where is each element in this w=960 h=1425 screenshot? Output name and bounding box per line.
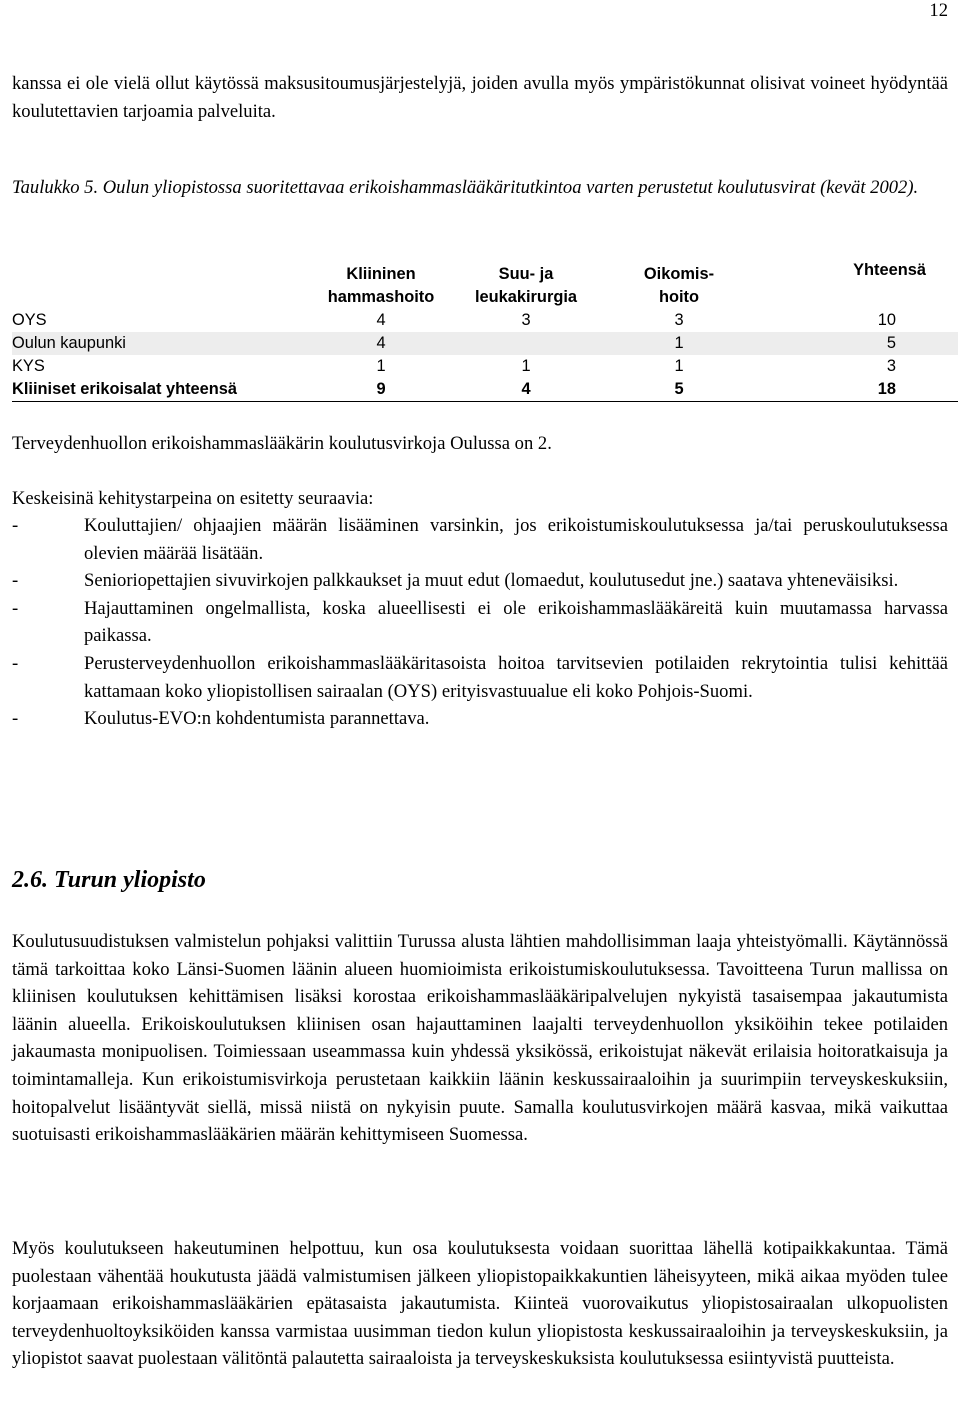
cell-suu-ja-leuka: 1 (521, 357, 531, 375)
cell-kliininen: 4 (376, 311, 386, 329)
cell-yhteensa: 10 (877, 311, 896, 329)
cell-kliininen: 4 (312, 332, 450, 355)
needs-intro: Keskeisinä kehitystarpeina on esitetty seuraavia: (12, 488, 374, 509)
list-dash: - (12, 652, 19, 674)
cell-oikomis: 3 (674, 311, 684, 329)
table-caption-text: Oulun yliopistossa suoritettavaa erikoishammaslääkäritutkintoa varten perustetut koulutusvirat (kevät 2002). (98, 177, 919, 198)
cell-oikomis: 5 (602, 378, 756, 402)
cell-suu-ja-leuka: 3 (521, 311, 531, 329)
row-label: Oulun kaupunki (12, 332, 312, 355)
table-corner-cell (12, 259, 312, 309)
table-header-row (12, 259, 958, 309)
section-heading: 2.6. Turun yliopisto (12, 867, 206, 893)
table-row-total (12, 378, 958, 402)
cell-suu-ja-leuka (450, 332, 602, 355)
list-dash: - (12, 570, 19, 592)
table-caption (12, 174, 948, 202)
cell-yhteensa: 3 (886, 357, 896, 375)
body-paragraph-1: Koulutusuudistuksen valmistelun pohjaksi valittiin Turussa alusta lähtien mahdollisimman laaja yhteistyömalli. Käytännössä tämä tarkoittaa koko Länsi-Suomen läänin alueen huomioimista erikoistumiskoulutuksessa. Tavoitteena Turun mallissa on kliinisen koulutuksen kehittämisen lisäksi korostaa erikoishammaslääkäripalvelujen nykyistä tasaisempaa jakautumista läänin alueella. Erikoiskoulutuksen kliinisen osan hajauttaminen laajalti terveydenhuollon yksiköihin tekee potilaiden jakaumasta monipuolisen. Toimiessaan useammassa kuin yhdessä yksikössä, erikoistujat näkevät erilaisia hoitoratkaisuja ja toimintamalleja. Kun erikoistumisvirkoja perustetaan kaikkiin läänin keskussairaaloihin ja suurimpiin terveyskeskuksiin, hoitopalvelut lisääntyvät siellä, missä niistä on nykyisin puute. Samalla koulutusvirkojen määrä kasvaa, mikä vaikuttaa suotuisasti erikoishammaslääkärien määrän kehittymiseen Suomessa. (12, 931, 948, 1146)
header-oikomishoito: Oikomis- hoito (643, 265, 715, 306)
cell-oikomis: 1 (674, 357, 684, 375)
table-row-oulun-kaupunki (12, 332, 958, 355)
row-label: OYS (12, 311, 47, 329)
list-item: - Koulutus-EVO:n kohdentumista parannettava. (12, 705, 948, 733)
body-paragraph-2: Myös koulutukseen hakeutuminen helpottuu, kun osa koulutuksesta voidaan suorittaa lähellä kotipaikkakuntaa. Tämä puolestaan vähentää houkutusta jäädä valmistumisen jälkeen yliopistopaikkakuntien läheisyyteen, mikä aikaa myöden tulee korjaamaan erikoishammaslääkärien epätasaista jakautumista. Kiinteä vuorovaikutus yliopistosairaalan ulkopuolisten terveydenhuoltoyksiköiden kanssa varmistaa uusimman tiedon kulun yliopistosta keskussairaaloihin ja terveyskeskuksiin, ja yliopistot saavat puolestaan välitöntä palautetta sairaaloista ja terveyskeskuksista koulutuksessa esiintyvistä puutteista. (12, 1238, 948, 1370)
row-label: Kliiniset erikoisalat yhteensä (12, 378, 312, 402)
list-dash: - (12, 515, 19, 536)
cell-suu-ja-leuka: 4 (450, 378, 602, 402)
needs-list (12, 512, 948, 733)
list-item: - Hajauttaminen ongelmallista, koska alueellisesti ei ole erikoishammaslääkäreitä kuin muutamassa harvassa paikassa. (12, 595, 948, 650)
row-label: KYS (12, 357, 45, 375)
list-item: - Senioriopettajien sivuvirkojen palkkaukset ja muut edut (lomaedut, koulutusedut jne.) saatava yhteneväisiksi. (12, 567, 948, 595)
intro-paragraph: kanssa ei ole vielä ollut käytössä maksusitoumusjärjestelyjä, joiden avulla myös ympäristökunnat olisivat voineet hyödyntää koulutettavien tarjoamia palveluita. (12, 73, 948, 122)
cell-yhteensa: 18 (756, 378, 958, 402)
list-dash: - (12, 597, 19, 619)
header-kliininen-hammashoito: Kliininen hammashoito (327, 265, 435, 306)
training-posts-table (12, 259, 958, 402)
cell-kliininen: 9 (312, 378, 450, 402)
cell-oikomis: 1 (602, 332, 756, 355)
header-suu-ja-leukakirurgia: Suu- ja leukakirurgia (474, 265, 578, 306)
note-paragraph: Terveydenhuollon erikoishammaslääkärin koulutusvirkoja Oulussa on 2. (12, 433, 552, 454)
header-yhteensa: Yhteensä (853, 261, 926, 279)
list-dash: - (12, 708, 19, 730)
cell-yhteensa: 5 (756, 332, 958, 355)
page-number: 12 (929, 0, 948, 21)
table-row-oys (12, 309, 958, 332)
cell-kliininen: 1 (376, 357, 386, 375)
table-row-kys (12, 355, 958, 378)
table-caption-label: Taulukko 5. (12, 177, 99, 198)
list-item: - Kouluttajien/ ohjaajien määrän lisääminen varsinkin, jos erikoistumiskoulutuksessa ja/tai peruskoulutuksessa olevien määrää lisätään. (12, 512, 948, 567)
list-item: - Perusterveydenhuollon erikoishammaslääkäritasoista hoitoa tarvitsevien potilaiden rekrytointia tulisi kehittää kattamaan koko yliopistollisen sairaalan (OYS) erityisvastuualue eli koko Pohjois-Suomi. (12, 650, 948, 705)
